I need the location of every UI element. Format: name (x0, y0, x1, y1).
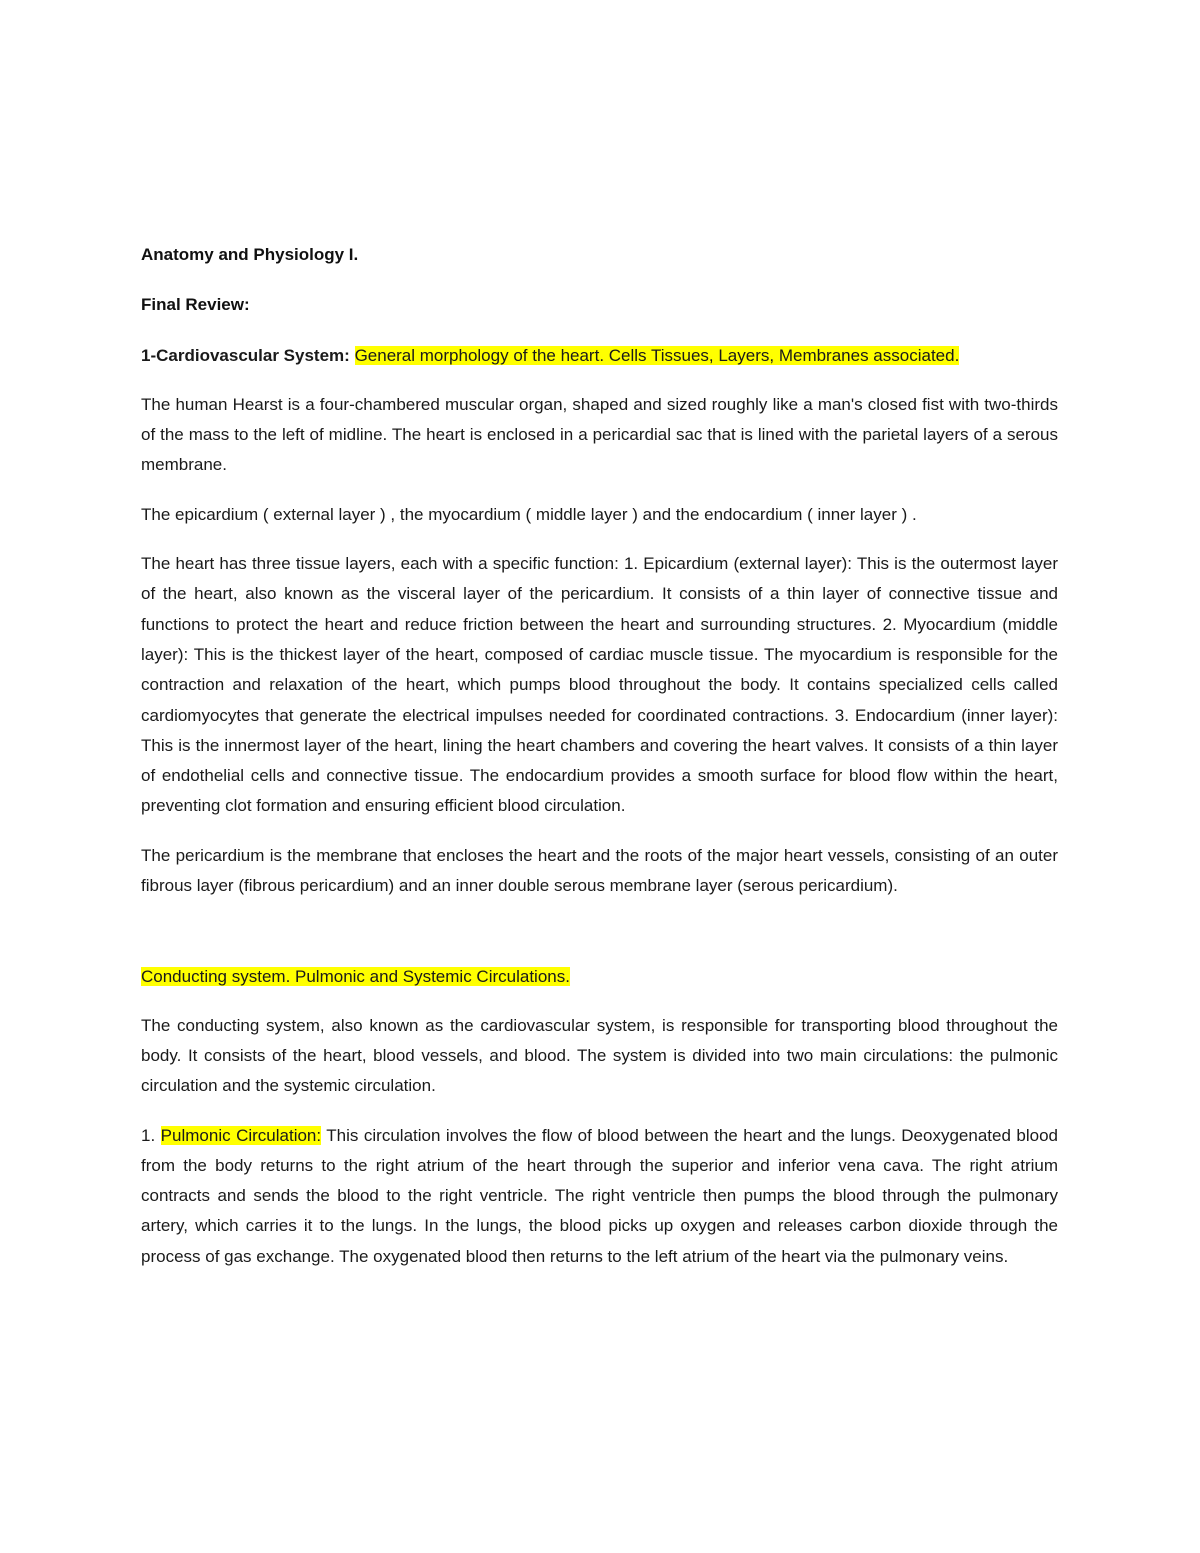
paragraph-heart-overview: The human Hearst is a four-chambered muscular organ, shaped and sized roughly like a man's closed fist with two-thirds of the mass to the left of midline. The heart is enclosed in a pericardial sac that is lined with the parietal layers of a serous membrane. (141, 394, 1058, 475)
pulmonic-text: This circulation involves the flow of blood between the heart and the lungs. Deoxygenated blood from the body returns to the right atrium of the heart through the superior and inferior vena cava. The right atrium contracts and sends the blood to the right ventricle. The right ventricle then pumps the blood through the pulmonary artery, which carries it to the lungs. In the lungs, the blood picks up oxygen and releases carbon dioxide through the process of gas exchange. The oxygenated blood then returns to the left atrium of the heart via the pulmonary veins. (141, 1125, 1058, 1266)
paragraph-pericardium: The pericardium is the membrane that encloses the heart and the roots of the major heart vessels, consisting of an outer fibrous layer (fibrous pericardium) and an inner double serous membrane layer (serous pericardium). (141, 845, 1058, 896)
document-title: Anatomy and Physiology I. (141, 245, 359, 264)
section-highlight: General morphology of the heart. Cells Tissues, Layers, Membranes associated. (354, 345, 960, 365)
section-highlight: Conducting system. Pulmonic and Systemic Circulations. (141, 967, 570, 987)
document-subtitle: Final Review: (141, 295, 250, 315)
paragraph-conducting-system: The conducting system, also known as the cardiovascular system, is responsible for transporting blood throughout the body. It consists of the heart, blood vessels, and blood. The system is divided into two main circulations: the pulmonic circulation and the systemic circulation. (141, 1015, 1058, 1096)
document-page (141, 240, 1058, 1291)
section-cardiovascular-heading (141, 341, 1058, 371)
paragraph-heart-layers: The epicardium ( external layer ) , the myocardium ( middle layer ) and the endocardium ( inner layer ) . (141, 504, 917, 524)
pulmonic-label: Pulmonic Circulation: (160, 1125, 322, 1145)
paragraph-pulmonic-circulation (141, 1121, 1058, 1272)
blank-space (141, 920, 1058, 962)
paragraph-tissue-layers: The heart has three tissue layers, each with a specific function: 1. Epicardium (external layer): This is the outermost layer of the heart, also known as the visceral layer of the pericardium. It consists of a thin layer of connective tissue and functions to protect the heart and reduce friction between the heart and surrounding structures. 2. Myocardium (middle layer): This is the thickest layer of the heart, composed of cardiac muscle tissue. The myocardium is responsible for the contraction and relaxation of the heart, which pumps blood throughout the body. It contains specialized cells called cardiomyocytes that generate the electrical impulses needed for coordinated contractions. 3. Endocardium (inner layer): This is the innermost layer of the heart, lining the heart chambers and covering the heart valves. It consists of a thin layer of endothelial cells and connective tissue. The endocardium provides a smooth surface for blood flow within the heart, preventing clot formation and ensuring efficient blood circulation. (141, 554, 1058, 816)
section-label: 1-Cardiovascular System: (141, 345, 350, 365)
list-number: 1. (141, 1125, 156, 1145)
section-conducting-heading (141, 962, 1058, 992)
